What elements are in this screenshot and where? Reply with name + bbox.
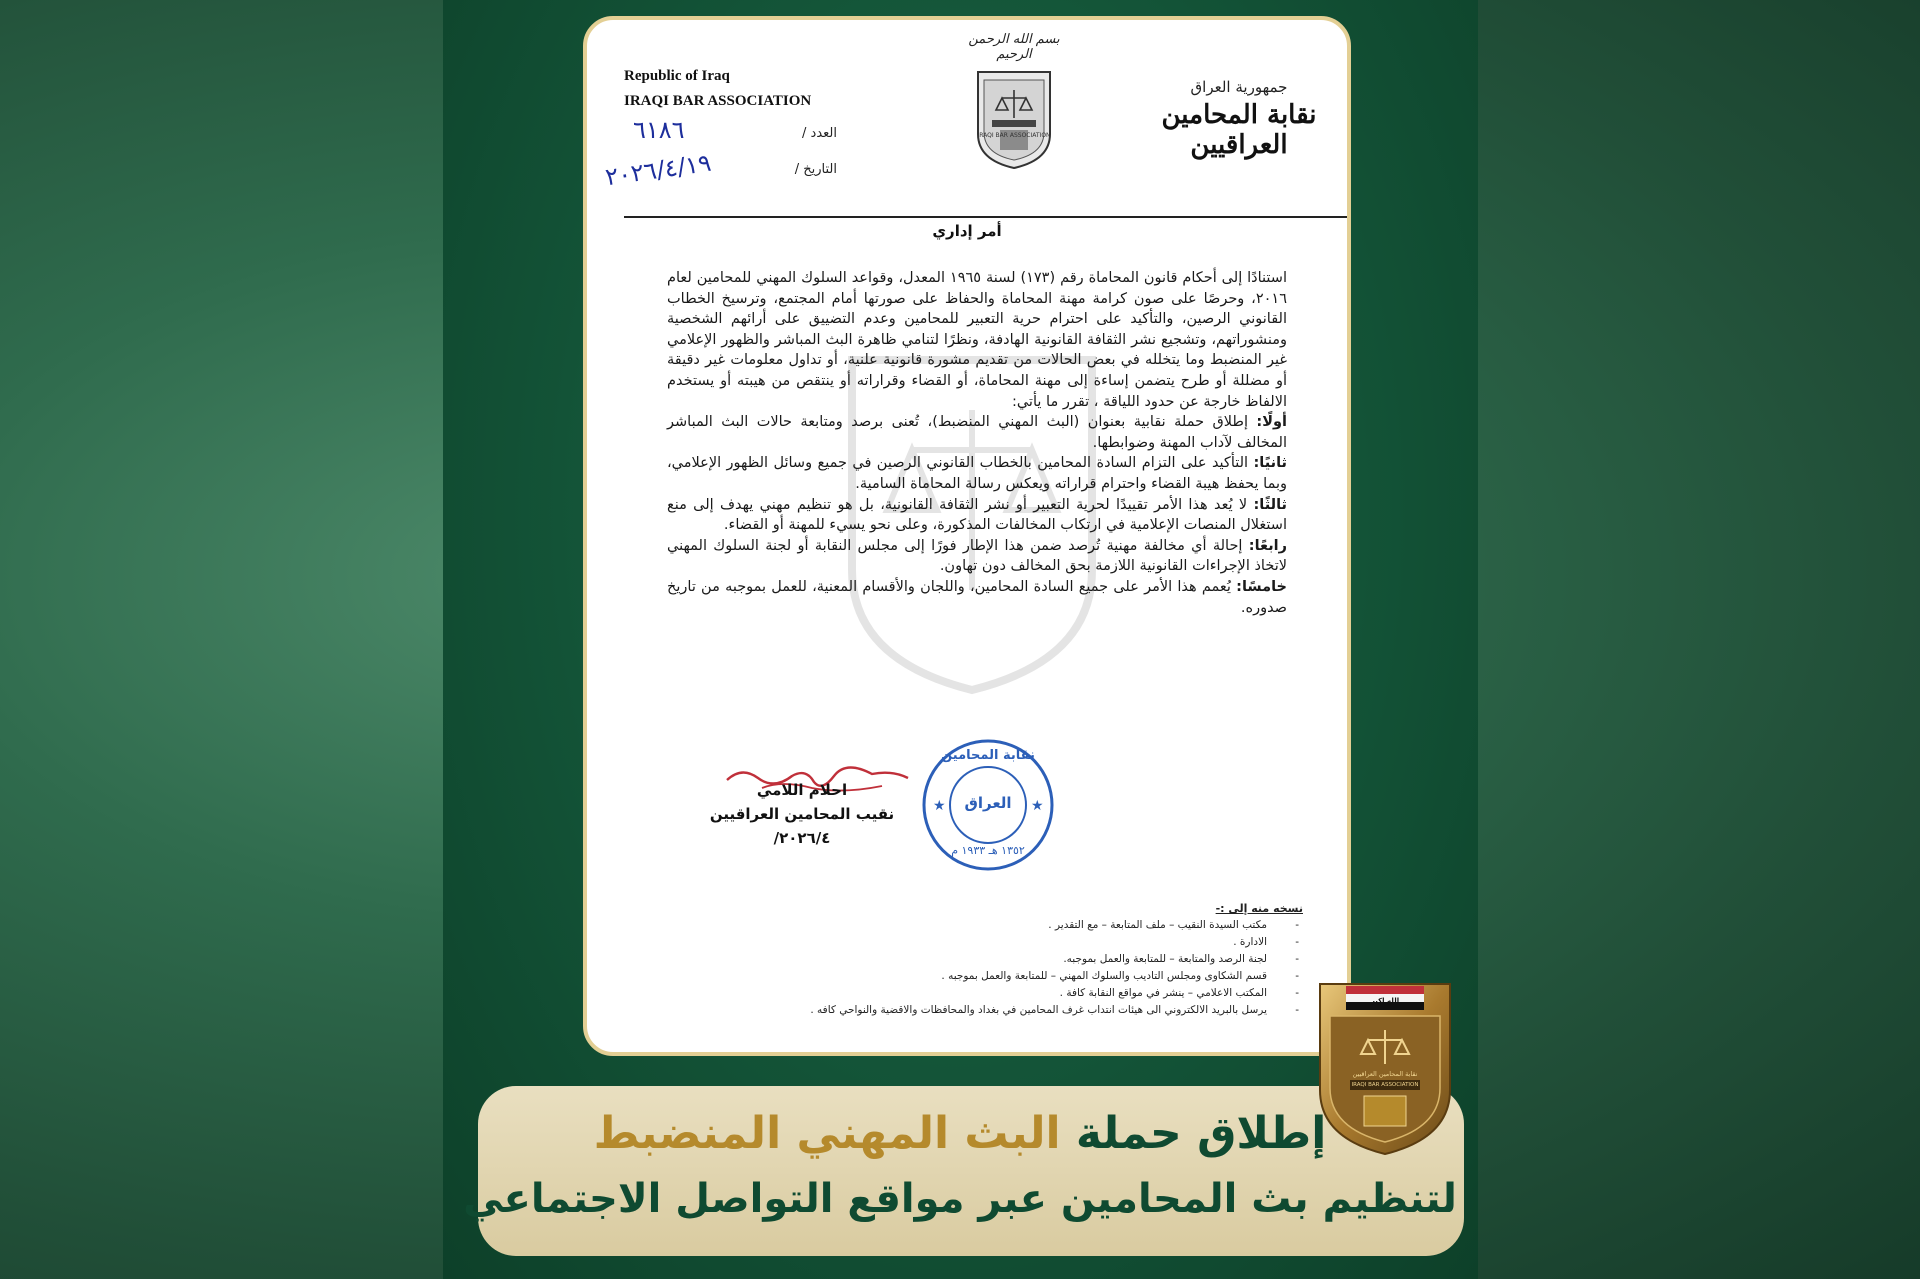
- list-item: - المكتب الاعلامي – ينشر في مواقع النقابة كافة .: [683, 985, 1303, 1002]
- document-body: [667, 268, 1287, 618]
- ref-number-handwritten: ٦١٨٦: [633, 116, 685, 144]
- paragraph-text: استنادًا إلى أحكام قانون المحاماة رقم (١٧٣) لسنة ١٩٦٥ المعدل، وقواعد السلوك المهني للمحامين لعام ٢٠١٦، وحرصًا على صون كرامة مهنة المحاماة والحفاظ على صورتها أمام المجتمع، وترسيخ الخطاب القانوني الرصين، والتأكيد على احترام حرية التعبير للمحامين وعدم التضييق على أرائهم الشخصية ومنشوراتهم، وتشجيع نشر الثقافة القانونية الهادفة، ونظرًا لتنامي ظاهرة البث المباشر والظهور الإعلامي غير المنضبط وما يتخلله في بعض الحالات من تقديم مشورة قانونية علنية، أو تداول معلومات غير دقيقة أو مضللة أو طرح يتضمن إساءة إلى مهنة المحاماة، أو القضاء وقراراته أو ينتقص من هيبته أو يستخدم الالفاظ خارجة عن حدود اللياقة ، تقرر ما يأتي:: [667, 270, 1287, 410]
- basmala: بسم الله الرحمن الرحيم: [968, 32, 1060, 62]
- list-item: - لجنة الرصد والمتابعة – للمتابعة والعمل بموجبه.: [683, 951, 1303, 968]
- clause-lead: ثالثًا:: [1253, 496, 1287, 513]
- stamp-bottom-text: ١٣٥٢ هـ ١٩٣٣ م: [951, 844, 1025, 857]
- banner-headline-highlight: البث المهني المنضبط: [593, 1108, 1061, 1159]
- ref-date-label: التاريخ /: [794, 162, 837, 177]
- clause-text: إحالة أي مخالفة مهنية تُرصد ضمن هذا الإطار فورًا إلى مجلس النقابة أو لجنة السلوك المهني لاتخاذ الإجراءات القانونية اللازمة بحق المخالف دون تهاون.: [667, 537, 1287, 575]
- ref-date-handwritten: ٢٠٢٦/٤/١٩: [603, 148, 713, 192]
- header-en-line1: Republic of Iraq: [624, 68, 730, 84]
- clause-text: التأكيد على التزام السادة المحامين بالخطاب القانوني الرصين في جميع وسائل الظهور الإعلامي، وبما يحفظ هيبة القضاء واحترام قراراته ويعكس رسالة المحاماة السامية.: [667, 455, 1287, 492]
- clause-lead: خامسًا:: [1236, 578, 1288, 595]
- header-en-line2: IRAQI BAR ASSOCIATION: [624, 93, 812, 109]
- badge-label-ar: نقابة المحامين العراقيين: [1352, 1070, 1418, 1078]
- clause-lead: رابعًا:: [1248, 537, 1287, 554]
- svg-text:★: ★: [1031, 798, 1044, 814]
- stamp-top-text: نقابة المحامين: [941, 748, 1035, 763]
- copies-list: [683, 900, 1303, 1019]
- badge-top-text: الله اكبر: [1370, 997, 1400, 1005]
- badge-shield-icon: [1316, 978, 1454, 1158]
- clause-fourth: [667, 536, 1287, 577]
- header-divider: [624, 216, 1347, 218]
- signatory-position: نقيب المحامين العراقيين: [709, 805, 895, 823]
- list-item: - قسم الشكاوى ومجلس التاديب والسلوك المهني – للمتابعة والعمل بموجبه .: [683, 968, 1303, 985]
- clause-text: إطلاق حملة نقابية بعنوان (البث المهني المنضبط)، تُعنى برصد ومتابعة حالات البث المباشر المخالف لآداب المهنة وضوابطها.: [667, 414, 1287, 451]
- copies-heading: نسخه منه إلى :-: [1215, 902, 1303, 915]
- crest-label: IRAQI BAR ASSOCIATION: [977, 132, 1051, 139]
- clause-lead: أولًا:: [1256, 414, 1288, 431]
- intro-paragraph: [667, 268, 1287, 412]
- signature-date: ٢٠٢٦/٤/: [773, 829, 831, 847]
- list-item: - الادارة .: [683, 934, 1303, 951]
- header-arabic: [1139, 78, 1339, 160]
- signatory-name: احلام اللامي: [756, 781, 848, 799]
- header-ar-line1: جمهورية العراق: [1190, 78, 1288, 96]
- banner-subline: لتنظيم بث المحامين عبر مواقع التواصل الاجتماعي: [463, 1176, 1457, 1222]
- clause-first: [667, 412, 1287, 453]
- bar-association-badge: [1316, 978, 1454, 1158]
- svg-text:★: ★: [933, 798, 946, 814]
- list-item: - يرسل بالبريد الالكتروني الى هيئات انتداب غرف المحامين في بغداد والمحافظات والاقضية والنواحي كافه .: [683, 1002, 1303, 1019]
- header-ar-line2: نقابة المحامين العراقيين: [1161, 100, 1317, 160]
- badge-label-en: IRAQI BAR ASSOCIATION: [1351, 1082, 1419, 1088]
- clause-fifth: [667, 577, 1287, 618]
- banner-headline-prefix: إطلاق حملة: [1075, 1108, 1327, 1159]
- document-title: أمر إداري: [932, 222, 1002, 240]
- official-stamp: [919, 736, 1057, 874]
- clause-lead: ثانيًا:: [1253, 455, 1287, 472]
- stamp-center-text: العراق: [964, 794, 1012, 812]
- clause-third: [667, 495, 1287, 536]
- signature-block: [702, 778, 902, 850]
- center-emblem: [968, 32, 1060, 139]
- clause-text: يُعمم هذا الأمر على جميع السادة المحامين، واللجان والأقسام المعنية، للعمل بموجبه من تاريخ صدوره.: [667, 578, 1287, 616]
- ref-number-label: العدد /: [802, 126, 837, 141]
- document-page: [583, 16, 1351, 1056]
- clause-second: [667, 453, 1287, 494]
- banner-headline: [0, 1108, 1920, 1159]
- list-item: - مكتب السيدة النقيب – ملف المتابعة – مع التقدير .: [683, 917, 1303, 934]
- clause-text: لا يُعد هذا الأمر تقييدًا لحرية التعبير أو نشر الثقافة القانونية، بل هو تنظيم مهني يهدف إلى منع استغلال المنصات الإعلامية في ارتكاب المخالفات المذكورة، وعلى نحو يسيء للمهنة أو القضاء.: [667, 496, 1287, 534]
- bar-association-crest-icon: [974, 68, 1054, 172]
- header-english: [624, 64, 811, 114]
